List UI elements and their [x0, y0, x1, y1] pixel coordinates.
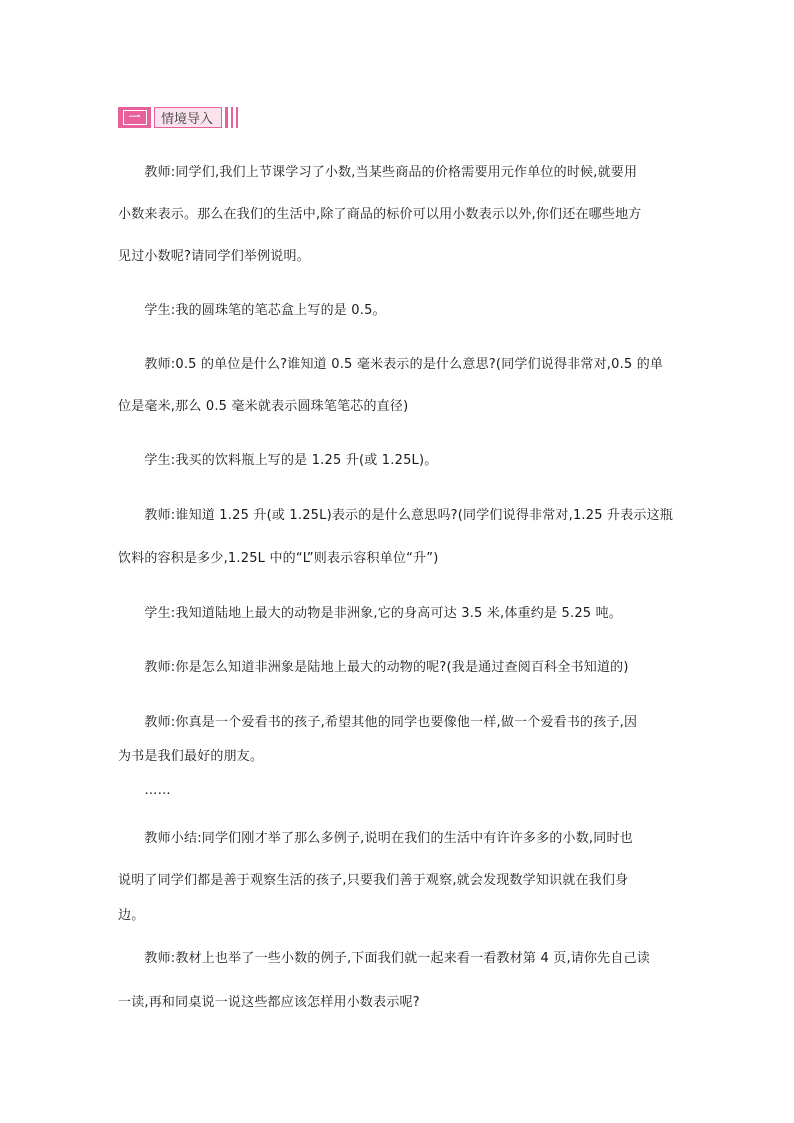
- text-line: 学生:我买的饮料瓶上写的是 1.25 升(或 1.25L)。: [118, 453, 438, 468]
- text-line: 教师:你真是一个爱看书的孩子,希望其他的同学也要像他一样,做一个爱看书的孩子,因: [118, 715, 638, 730]
- section-title-box: [154, 107, 222, 128]
- text-line: 学生:我的圆珠笔的笔芯盒上写的是 0.5。: [118, 303, 386, 318]
- text-line: 位是毫米,那么 0.5 毫米就表示圆珠笔笔芯的直径): [118, 399, 409, 414]
- text-line: 教师:谁知道 1.25 升(或 1.25L)表示的是什么意思吗?(同学们说得非常对,1.25 升表示这瓶: [118, 508, 674, 523]
- text-line: 教师:你是怎么知道非洲象是陆地上最大的动物的呢?(我是通过查阅百科全书知道的): [118, 660, 629, 675]
- text-line: 一读,再和同桌说一说这些都应该怎样用小数表示呢?: [118, 995, 420, 1010]
- section-number-badge: [118, 107, 151, 128]
- decorative-stripe: [236, 107, 238, 128]
- text-line: 饮料的容积是多少,1.25L 中的“L”则表示容积单位“升”): [118, 551, 439, 566]
- text-line: 小数来表示。那么在我们的生活中,除了商品的标价可以用小数表示以外,你们还在哪些地方: [118, 207, 642, 222]
- text-line: ……: [118, 783, 171, 798]
- text-line: 教师:0.5 的单位是什么?谁知道 0.5 毫米表示的是什么意思?(同学们说得非常对,0.5 的单: [118, 357, 664, 372]
- text-line: 教师小结:同学们刚才举了那么多例子,说明在我们的生活中有许许多多的小数,同时也: [118, 831, 633, 846]
- section-header: [118, 107, 238, 128]
- section-title: 情境导入: [161, 112, 214, 127]
- decorative-stripe: [225, 107, 228, 128]
- text-line: 教师:同学们,我们上节课学习了小数,当某些商品的价格需要用元作单位的时候,就要用: [118, 165, 638, 180]
- section-number: 一: [123, 110, 147, 125]
- text-line: 边。: [118, 908, 145, 923]
- text-line: 为书是我们最好的朋友。: [118, 749, 264, 764]
- text-line: 说明了同学们都是善于观察生活的孩子,只要我们善于观察,就会发现数学知识就在我们身: [118, 873, 629, 888]
- decorative-stripe: [231, 107, 233, 128]
- text-line: 学生:我知道陆地上最大的动物是非洲象,它的身高可达 3.5 米,体重约是 5.25 吨。: [118, 606, 622, 621]
- text-line: 教师:教材上也举了一些小数的例子,下面我们就一起来看一看教材第 4 页,请你先自己读: [118, 951, 650, 966]
- text-line: 见过小数呢?请同学们举例说明。: [118, 249, 310, 264]
